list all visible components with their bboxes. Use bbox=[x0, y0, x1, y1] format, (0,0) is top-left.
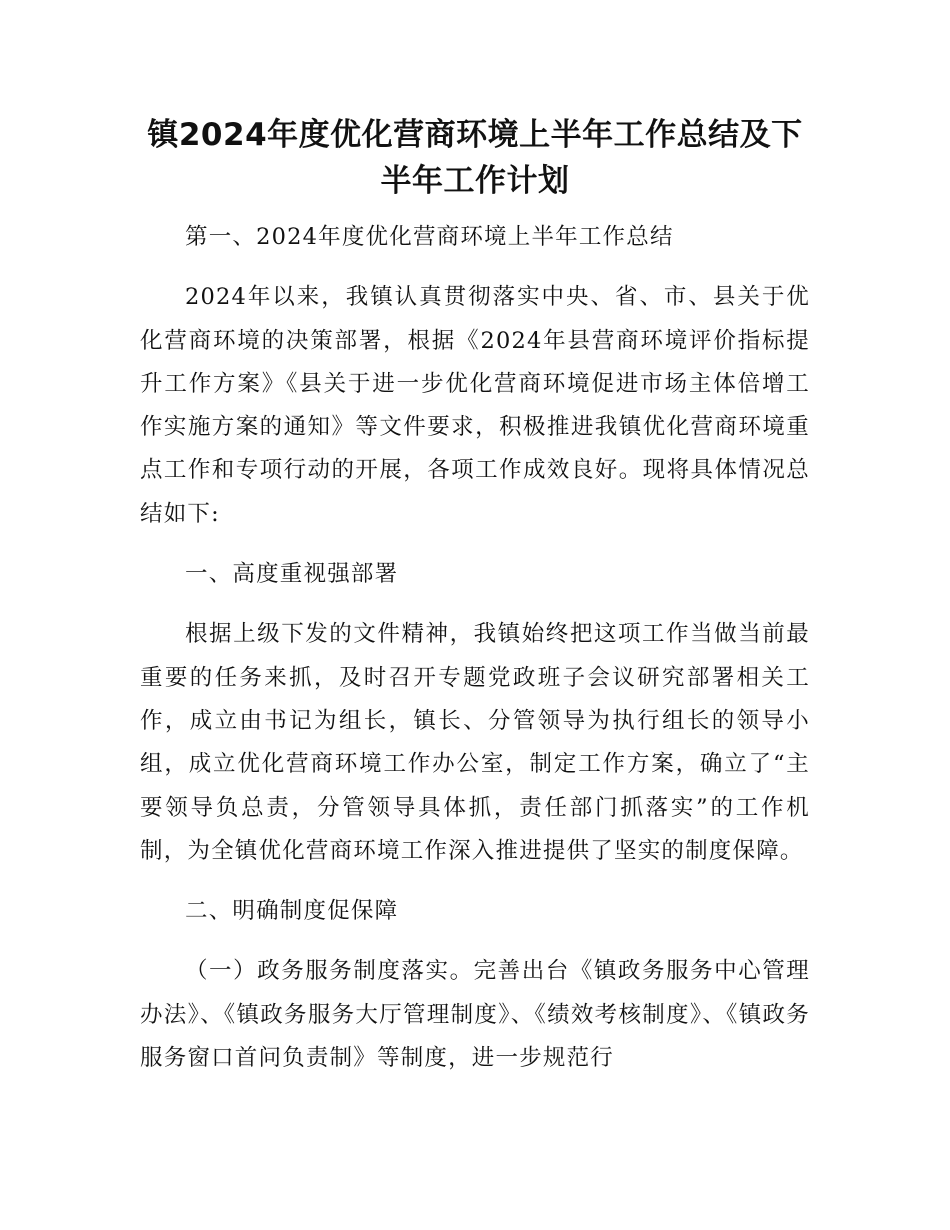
heading-2: 二、明确制度促保障 bbox=[185, 898, 399, 925]
section-heading: 第一、2024年度优化营商环境上半年工作总结 bbox=[185, 224, 674, 250]
intro-paragraph: 2024年以来，我镇认真贯彻落实中央、省、市、县关于优化营商环境的决策部署，根据《2024年县营商环境评价指标提升工作方案》《县关于进一步优化营商环境促进市场主体倍增工作实施方案的通知》等文件要求，积极推进我镇优化营商环境重点工作和专项行动的开展，各项工作成效良好。现将具体情况总结如下: bbox=[140, 284, 810, 527]
heading-1: 一、高度重视强部署 bbox=[185, 561, 399, 588]
title-line-2: 半年工作计划 bbox=[380, 163, 570, 199]
document-body bbox=[140, 216, 810, 1080]
title-line-1: 镇2024年度优化营商环境上半年工作总结及下 bbox=[147, 117, 803, 153]
document-title bbox=[140, 112, 810, 204]
document-page bbox=[140, 112, 810, 1080]
paragraph-2: （一）政务服务制度落实。完善出台《镇政务服务中心管理办法》、《镇政务服务大厅管理制度》、《绩效考核制度》、《镇政务服务窗口首问负责制》等制度，进一步规范行 bbox=[140, 958, 810, 1072]
paragraph-1: 根据上级下发的文件精神，我镇始终把这项工作当做当前最重要的任务来抓，及时召开专题党政班子会议研究部署相关工作，成立由书记为组长，镇长、分管领导为执行组长的领导小组，成立优化营商环境工作办公室，制定工作方案，确立了“主要领导负总责，分管领导具体抓，责任部门抓落实”的工作机制，为全镇优化营商环境工作深入推进提供了坚实的制度保障。 bbox=[140, 621, 810, 864]
